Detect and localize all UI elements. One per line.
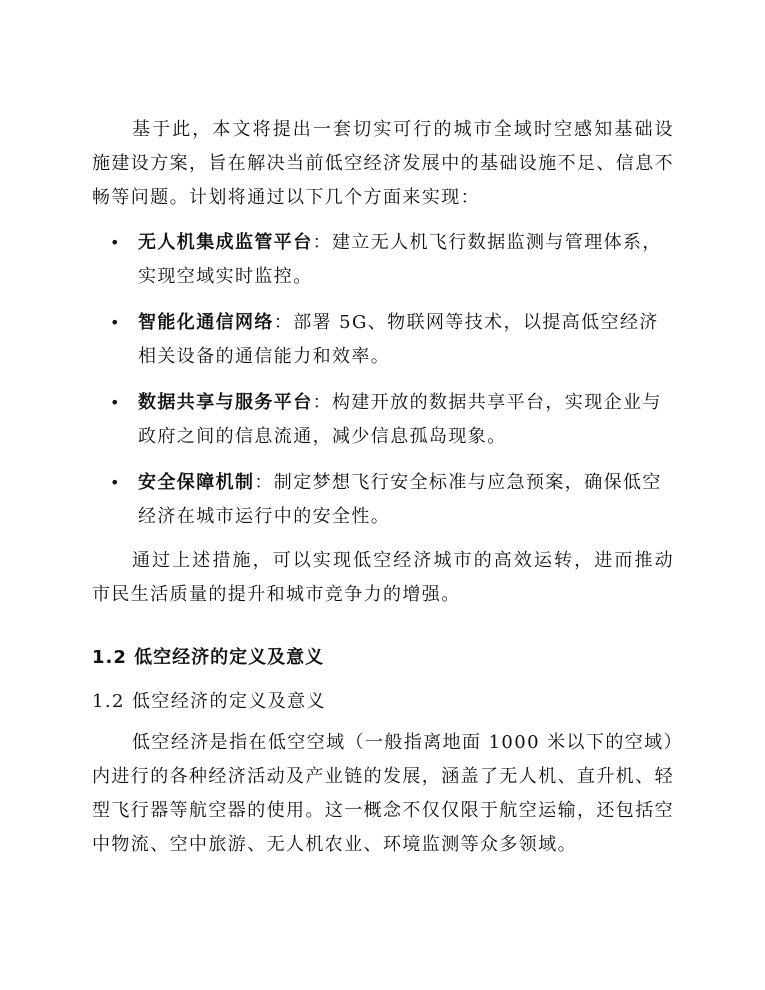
section-heading: 1.2 低空经济的定义及意义 — [92, 647, 325, 668]
bullet-item — [110, 306, 670, 374]
bullet-text: ：部署 5G、物联网等技术，以提高低空经济相关设备的通信能力和效率。 — [138, 312, 659, 367]
bullet-text: ：构建开放的数据共享平台，实现企业与政府之间的信息流通，减少信息孤岛现象。 — [138, 392, 662, 447]
conclusion-paragraph: 通过上述措施，可以实现低空经济城市的高效运转，进而推动市民生活质量的提升和城市竞争力的增强。 — [92, 550, 674, 605]
bullet-item — [110, 226, 670, 294]
bullet-term: 无人机集成监管平台 — [138, 232, 313, 253]
section-subheading: 1.2 低空经济的定义及意义 — [92, 691, 326, 712]
bullet-item — [110, 466, 670, 534]
bullet-term: 数据共享与服务平台 — [138, 392, 313, 413]
definition-paragraph: 低空经济是指在低空空域（一般指离地面 1000 米以下的空域）内进行的各种经济活动及产业链的发展，涵盖了无人机、直升机、轻型飞行器等航空器的使用。这一概念不仅仅限于航空运输，还包括空中物流、空中旅游、无人机农业、环境监测等众多领域。 — [92, 732, 674, 855]
bullet-item — [110, 386, 670, 454]
bullet-text: ：制定梦想飞行安全标准与应急预案，确保低空经济在城市运行中的安全性。 — [138, 472, 662, 527]
bullet-term: 智能化通信网络 — [138, 312, 274, 333]
bullet-list — [110, 226, 670, 546]
intro-paragraph: 基于此，本文将提出一套切实可行的城市全域时空感知基础设施建设方案，旨在解决当前低空经济发展中的基础设施不足、信息不畅等问题。计划将通过以下几个方面来实现： — [92, 119, 674, 208]
bullet-text: ：建立无人机飞行数据监测与管理体系，实现空域实时监控。 — [138, 232, 662, 287]
bullet-term: 安全保障机制 — [138, 472, 255, 493]
